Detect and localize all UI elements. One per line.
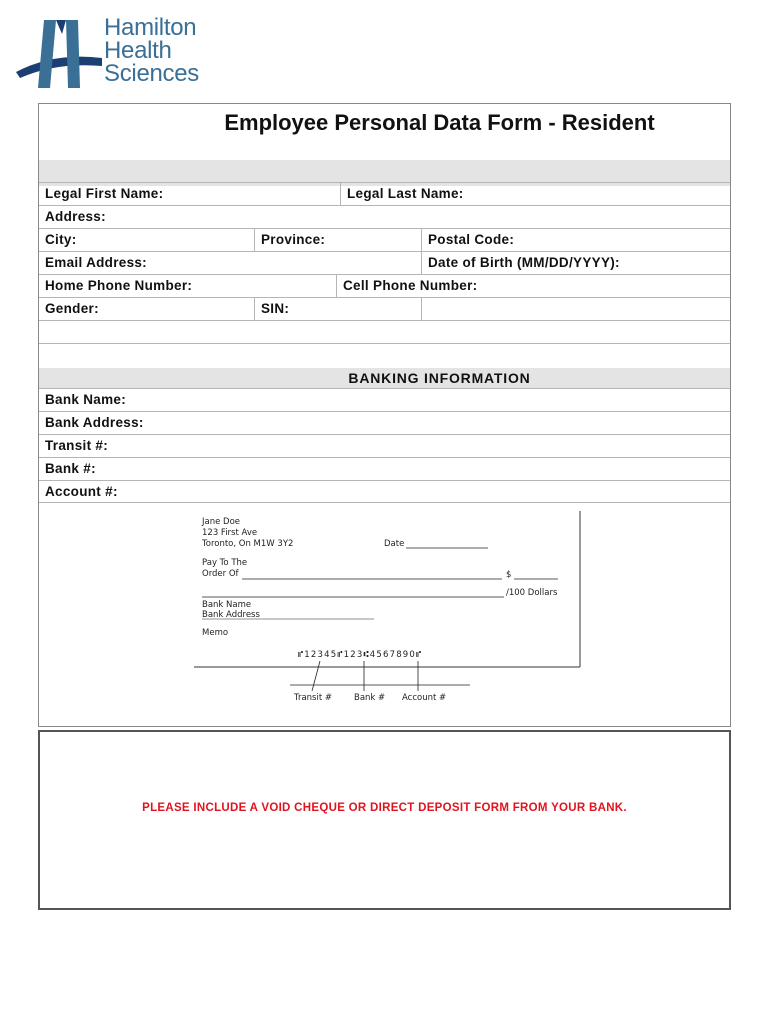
logo-mark-icon: [14, 14, 104, 90]
city-field[interactable]: City:: [45, 232, 77, 247]
row-address: [39, 205, 730, 228]
email-field[interactable]: Email Address:: [45, 255, 147, 270]
bank-address-field[interactable]: Bank Address:: [45, 415, 144, 430]
legal-last-name-field[interactable]: Legal Last Name:: [340, 183, 732, 205]
row-bank-address: [39, 411, 730, 434]
row-bank-name: [39, 388, 730, 411]
void-cheque-note: PLEASE INCLUDE A VOID CHEQUE OR DIRECT DEPOSIT FORM FROM YOUR BANK.: [142, 802, 627, 814]
logo-line-2: Health: [104, 37, 172, 64]
row-phones: [39, 274, 730, 297]
row-email: [39, 251, 730, 274]
row-spacer-2: [39, 343, 730, 366]
cheque-name: Jane Doe: [202, 517, 241, 527]
row-transit: [39, 434, 730, 457]
cell-phone-field[interactable]: Cell Phone Number:: [336, 275, 732, 297]
personal-data-form: [38, 103, 731, 727]
banking-information-header: BANKING INFORMATION: [39, 368, 730, 388]
void-cheque-note-box: [38, 730, 731, 910]
date-of-birth-field[interactable]: Date of Birth (MM/DD/YYYY):: [421, 252, 732, 274]
sample-cheque: [194, 511, 586, 711]
row-names: [39, 182, 730, 205]
account-number-field[interactable]: Account #:: [45, 484, 118, 499]
legal-first-name-field[interactable]: Legal First Name:: [45, 186, 164, 201]
cheque-street: 123 First Ave: [202, 528, 258, 538]
logo-wordmark: [104, 16, 199, 85]
sin-field[interactable]: SIN:: [254, 298, 336, 320]
address-field[interactable]: Address:: [45, 209, 106, 224]
cheque-bank-name: Bank Name: [202, 600, 252, 610]
cheque-dollars: /100 Dollars: [506, 588, 558, 598]
blank-cell: [421, 298, 732, 320]
row-bank-number: [39, 457, 730, 480]
logo-line-1: Hamilton: [104, 14, 197, 41]
cheque-account-label: Account #: [402, 693, 447, 703]
cheque-pay-to: Pay To The: [202, 558, 248, 568]
logo-line-3: Sciences: [104, 60, 199, 87]
sample-cheque-area: [39, 502, 730, 728]
cheque-transit-label: Transit #: [294, 693, 332, 703]
row-city: [39, 228, 730, 251]
postal-code-field[interactable]: Postal Code:: [421, 229, 732, 251]
cheque-date-label: Date: [384, 539, 405, 549]
province-field[interactable]: Province:: [254, 229, 421, 251]
transit-field[interactable]: Transit #:: [45, 438, 109, 453]
cheque-micr-line: ⑈12345⑈123⑆4567890⑈: [298, 650, 423, 660]
cheque-dollar-sign: $: [506, 570, 512, 580]
cheque-bank-label: Bank #: [354, 693, 386, 703]
cheque-illustration: [194, 511, 586, 711]
form-title: Employee Personal Data Form - Resident: [224, 110, 655, 135]
home-phone-field[interactable]: Home Phone Number:: [45, 278, 193, 293]
row-spacer-1: [39, 320, 730, 343]
cheque-memo: Memo: [202, 628, 229, 638]
bank-number-field[interactable]: Bank #:: [45, 461, 96, 476]
cheque-order-of: Order Of: [202, 569, 239, 579]
bank-name-field[interactable]: Bank Name:: [45, 392, 127, 407]
cheque-city: Toronto, On M1W 3Y2: [202, 539, 294, 549]
hamilton-health-sciences-logo: [14, 14, 214, 92]
gender-field[interactable]: Gender:: [45, 301, 99, 316]
cheque-bank-address: Bank Address: [202, 610, 260, 620]
row-account: [39, 480, 730, 503]
row-gender: [39, 297, 730, 320]
